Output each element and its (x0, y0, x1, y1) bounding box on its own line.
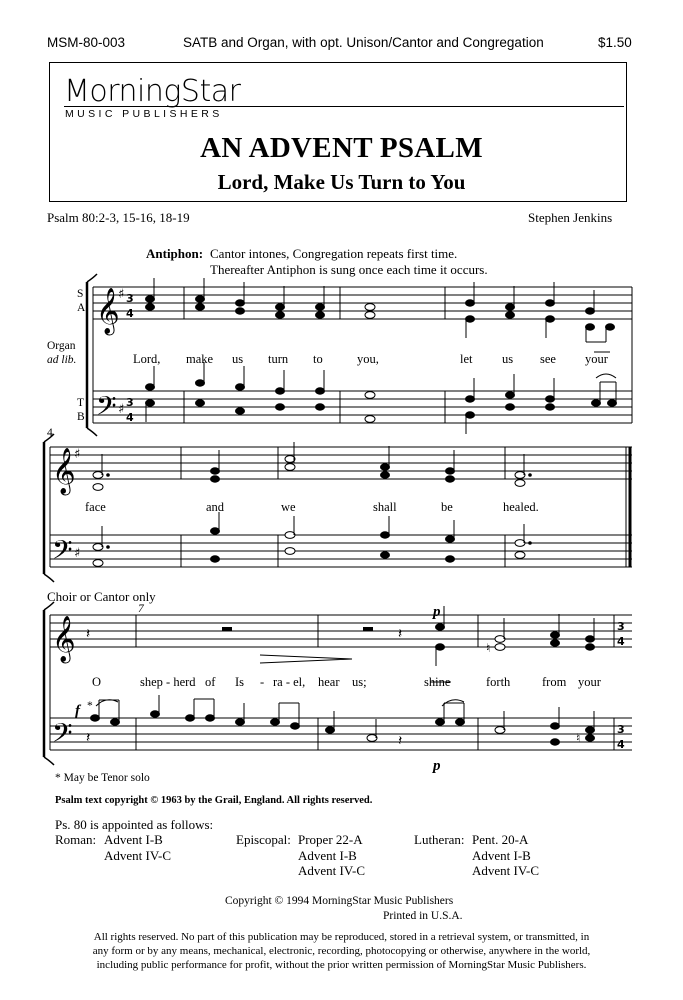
svg-text:4: 4 (617, 635, 625, 648)
svg-text:3: 3 (126, 396, 134, 409)
lyric: us (502, 352, 514, 366)
staff-label-s: S (77, 288, 84, 300)
section-label: Choir or Cantor only (47, 589, 156, 604)
lyric: from (542, 675, 567, 689)
antiphon-label: Antiphon: (146, 246, 204, 261)
lyric: to (313, 352, 323, 366)
lutheran-entry: Advent IV-C (472, 863, 540, 878)
psalm-copyright: Psalm text copyright © 1963 by the Grail, England. All rights reserved. (55, 795, 373, 806)
svg-text:3: 3 (617, 723, 625, 736)
episcopal-entry: Advent IV-C (298, 863, 366, 878)
lyric: - (260, 675, 265, 689)
dynamic-marking: f (75, 703, 80, 719)
roman-entry: Advent IV-C (104, 848, 172, 863)
svg-text:𝄽: 𝄽 (398, 733, 403, 749)
rights-line-3: including public performance for profit, without the prior written permission of MorningStar Music Publishers. (96, 959, 587, 971)
svg-text:♯: ♯ (74, 447, 81, 462)
footnote-marker: * (87, 700, 93, 712)
page-subtitle: Lord, Make Us Turn to You (217, 170, 466, 194)
svg-text:𝄞: 𝄞 (96, 288, 120, 334)
publisher-logo: MorningStar (64, 74, 241, 109)
svg-text:3: 3 (617, 620, 625, 633)
svg-text:𝄢: 𝄢 (96, 390, 117, 428)
svg-text:𝄢: 𝄢 (52, 717, 73, 755)
organ-ad-lib: ad lib. (47, 354, 77, 366)
lyric: your (585, 352, 608, 366)
svg-text:3: 3 (126, 292, 134, 305)
lyric: shine (424, 675, 451, 689)
lyric: be (441, 500, 453, 514)
measure-number: 4 (47, 427, 53, 439)
svg-text:4: 4 (617, 738, 625, 751)
lyric: shall (373, 500, 397, 514)
svg-text:♮: ♮ (486, 641, 491, 655)
svg-text:𝄞: 𝄞 (52, 448, 76, 494)
lyric: make (186, 352, 214, 366)
lyric: O (92, 675, 102, 689)
svg-text:♯: ♯ (118, 402, 125, 417)
lyric: and (206, 500, 225, 514)
lyric: let (460, 352, 473, 366)
episcopal-entry: Proper 22-A (298, 832, 363, 847)
svg-text:𝄽: 𝄽 (398, 626, 403, 642)
lutheran-entry: Pent. 20-A (472, 832, 529, 847)
roman-entry: Advent I-B (104, 832, 163, 847)
voicing-description: SATB and Organ, with opt. Unison/Cantor and Congregation (183, 35, 544, 50)
svg-text:♯: ♯ (74, 546, 81, 561)
roman-label: Roman: (55, 832, 97, 847)
measure-number: 7 (138, 603, 144, 615)
printed-in: Printed in U.S.A. (383, 910, 463, 922)
lyric: Lord, (133, 352, 161, 366)
dynamic-marking: p (433, 604, 441, 620)
catalog-number: MSM-80-003 (47, 35, 126, 50)
page-title: AN ADVENT PSALM (200, 132, 483, 164)
lutheran-label: Lutheran: (414, 832, 465, 847)
svg-text:𝄽: 𝄽 (86, 730, 91, 746)
svg-text:𝄽: 𝄽 (86, 626, 91, 642)
staff-system-1 (87, 274, 632, 436)
staff-label-t: T (77, 397, 85, 409)
publisher-logo-subtext: MUSIC PUBLISHERS (65, 108, 223, 120)
lyric: forth (486, 675, 511, 689)
lyric: of (205, 675, 216, 689)
episcopal-entry: Advent I-B (298, 848, 357, 863)
svg-text:♮: ♮ (576, 731, 581, 745)
staff-label-b: B (77, 411, 85, 423)
lyric: face (85, 500, 106, 514)
lyric: turn (268, 352, 289, 366)
staff-label-a: A (77, 302, 86, 314)
dynamic-marking: p (433, 758, 441, 774)
lyric: us (232, 352, 244, 366)
lyric: ra - el, (273, 675, 306, 689)
episcopal-label: Episcopal: (236, 832, 291, 847)
scripture-reference: Psalm 80:2-3, 15-16, 18-19 (47, 210, 190, 225)
svg-text:♯: ♯ (118, 287, 125, 302)
rights-line-2: any form or by any means, mechanical, electronic, recording, photocopying or otherwise, anywhere in the world, (92, 945, 591, 957)
svg-text:4: 4 (126, 307, 134, 320)
antiphon-instruction-1: Cantor intones, Congregation repeats first time. (210, 246, 458, 261)
lyric: us; (352, 675, 367, 689)
svg-text:4: 4 (126, 411, 134, 424)
lyric: hear (318, 675, 340, 689)
appointments-heading: Ps. 80 is appointed as follows: (55, 817, 214, 832)
footnote: * May be Tenor solo (55, 772, 150, 784)
lyric: Is (235, 675, 245, 689)
lyric: see (540, 352, 556, 366)
staff-system-2 (44, 434, 632, 582)
rights-line-1: All rights reserved. No part of this publication may be reproduced, stored in a retrieval system, or transmitted, in (93, 931, 590, 943)
svg-text:𝄢: 𝄢 (52, 534, 73, 572)
staff-system-3 (44, 602, 632, 765)
svg-text:𝄞: 𝄞 (52, 616, 76, 662)
antiphon-instruction-2: Thereafter Antiphon is sung once each time it occurs. (210, 262, 488, 277)
copyright: Copyright © 1994 MorningStar Music Publishers (225, 895, 454, 907)
lyric: you, (357, 352, 379, 366)
price: $1.50 (598, 35, 632, 50)
lyric: your (578, 675, 601, 689)
lyric: we (281, 500, 296, 514)
lutheran-entry: Advent I-B (472, 848, 531, 863)
lyric: healed. (503, 500, 539, 514)
lyric: shep - herd (140, 675, 196, 689)
composer: Stephen Jenkins (528, 210, 613, 225)
organ-label: Organ (47, 340, 76, 352)
